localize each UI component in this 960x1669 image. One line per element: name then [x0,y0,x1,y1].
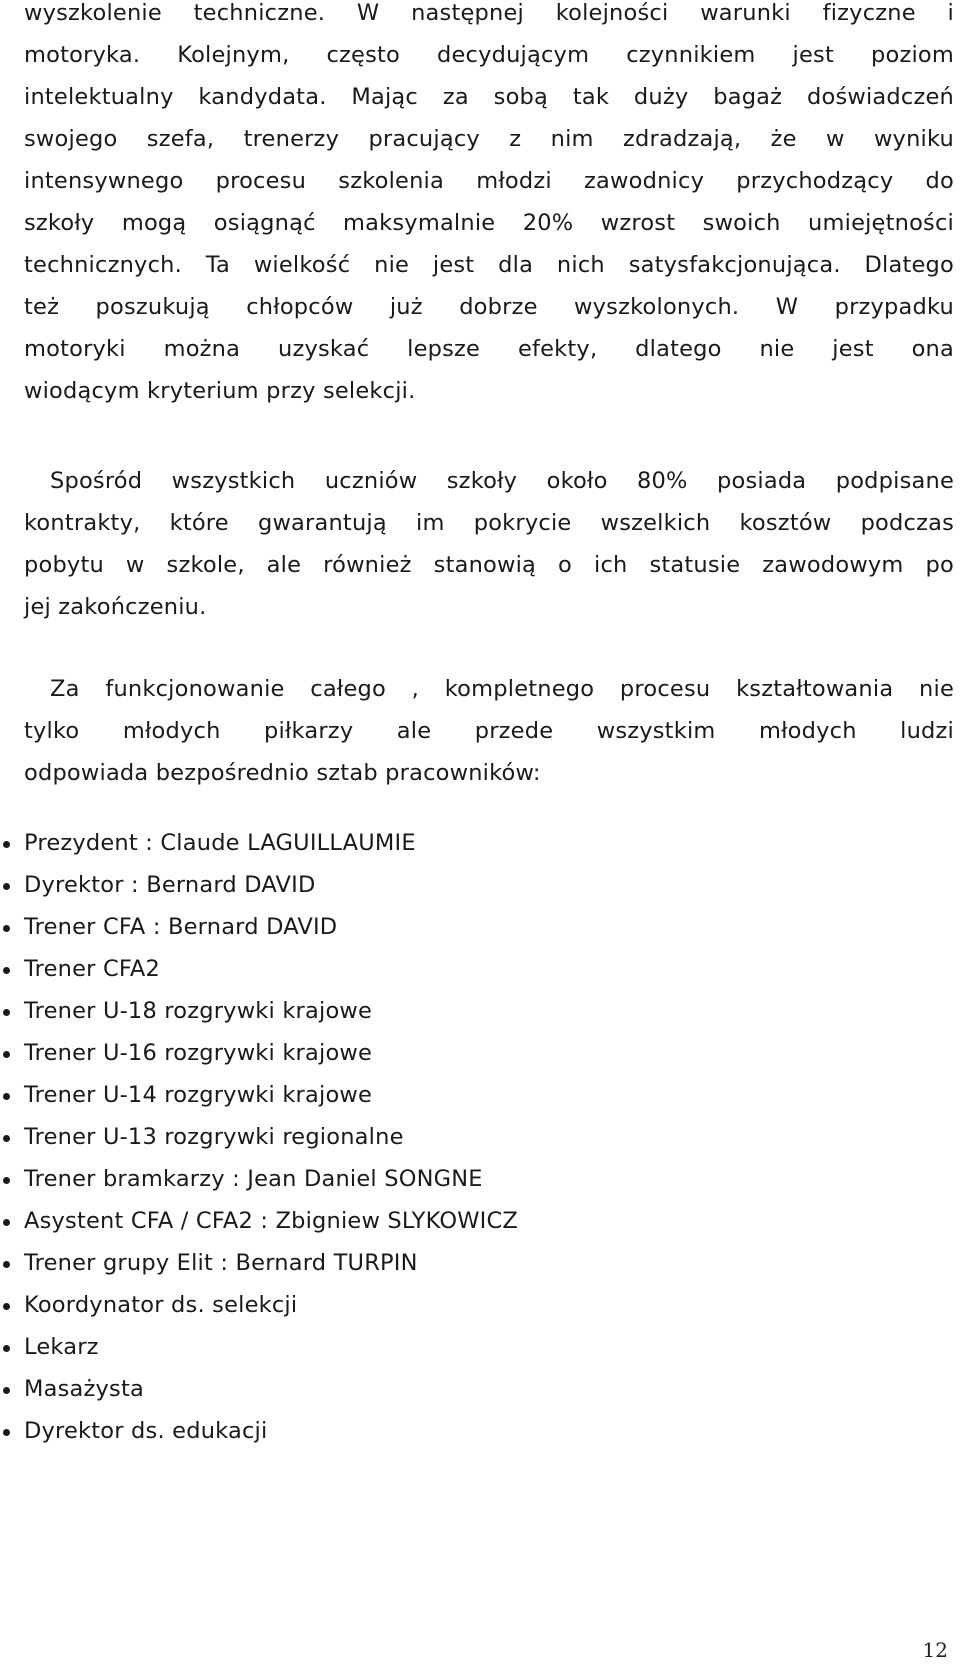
list-item [0,1158,518,1200]
staff-entry: Dyrektor : Bernard DAVID [24,872,316,898]
paragraph-line: kontrakty, które gwarantują im pokrycie wszelkich kosztów podczas [24,510,954,536]
bullet-icon [3,1387,10,1394]
staff-entry: Lekarz [24,1334,99,1360]
bullet-icon [3,967,10,974]
staff-entry: Trener U-18 rozgrywki krajowe [24,998,373,1024]
staff-entry: Asystent CFA / CFA2 : Zbigniew SLYKOWICZ [24,1208,519,1234]
bullet-icon [3,1261,10,1268]
paragraph-line: wiodącym kryterium przy selekcji. [24,378,416,404]
paragraph-line: swojego szefa, trenerzy pracujący z nim zdradzają, że w wyniku [24,126,954,152]
staff-entry: Trener CFA2 [24,956,161,982]
list-item [0,948,518,990]
list-item [0,1032,518,1074]
paragraph-line: też poszukują chłopców już dobrze wyszkolonych. W przypadku [24,294,954,320]
paragraph-line: intelektualny kandydata. Mając za sobą tak duży bagaż doświadczeń [24,84,954,110]
bullet-icon [3,1345,10,1352]
staff-entry: Trener grupy Elit : Bernard TURPIN [24,1250,418,1276]
paragraph-line: wyszkolenie techniczne. W następnej kolejności warunki fizyczne i [24,0,954,26]
staff-entry: Dyrektor ds. edukacji [24,1418,268,1444]
bullet-icon [3,1135,10,1142]
bullet-icon [3,1219,10,1226]
staff-entry: Trener bramkarzy : Jean Daniel SONGNE [24,1166,483,1192]
paragraph-line: Spośród wszystkich uczniów szkoły około 80% posiada podpisane [50,468,954,494]
bullet-icon [3,1429,10,1436]
staff-entry: Trener U-16 rozgrywki krajowe [24,1040,373,1066]
list-item [0,906,518,948]
paragraph-line: technicznych. Ta wielkość nie jest dla nich satysfakcjonująca. Dlatego [24,252,954,278]
paragraph-line: pobytu w szkole, ale również stanowią o ich statusie zawodowym po [24,552,954,578]
list-item [0,1284,518,1326]
paragraph-line: Za funkcjonowanie całego , kompletnego procesu kształtowania nie [50,676,954,702]
staff-entry: Koordynator ds. selekcji [24,1292,298,1318]
paragraph-line: intensywnego procesu szkolenia młodzi zawodnicy przychodzący do [24,168,954,194]
bullet-icon [3,1093,10,1100]
list-item [0,1200,518,1242]
list-item [0,1368,518,1410]
list-item [0,1410,518,1452]
page-number: 12 [922,1638,948,1662]
staff-entry: Trener U-14 rozgrywki krajowe [24,1082,373,1108]
list-item [0,822,518,864]
paragraph-line: motoryka. Kolejnym, często decydującym czynnikiem jest poziom [24,42,954,68]
staff-list [0,822,518,1452]
bullet-icon [3,883,10,890]
list-item [0,1116,518,1158]
bullet-icon [3,1051,10,1058]
staff-entry: Trener U-13 rozgrywki regionalne [24,1124,404,1150]
paragraph-line: motoryki można uzyskać lepsze efekty, dlatego nie jest ona [24,336,954,362]
bullet-icon [3,1303,10,1310]
paragraph-line: szkoły mogą osiągnąć maksymalnie 20% wzrost swoich umiejętności [24,210,954,236]
list-item [0,990,518,1032]
paragraph-line: jej zakończeniu. [24,594,207,620]
list-item [0,1326,518,1368]
paragraph-line: odpowiada bezpośrednio sztab pracowników: [24,760,541,786]
paragraph-line: tylko młodych piłkarzy ale przede wszystkim młodych ludzi [24,718,954,744]
list-item [0,1074,518,1116]
bullet-icon [3,1009,10,1016]
list-item [0,1242,518,1284]
paragraph-staff-intro [24,668,954,794]
staff-entry: Trener CFA : Bernard DAVID [24,914,338,940]
paragraph-selection-criteria [24,0,954,412]
paragraph-contracts [24,460,954,628]
bullet-icon [3,1177,10,1184]
staff-entry: Masażysta [24,1376,144,1402]
bullet-icon [3,841,10,848]
list-item [0,864,518,906]
staff-entry: Prezydent : Claude LAGUILLAUMIE [24,830,416,856]
bullet-icon [3,925,10,932]
